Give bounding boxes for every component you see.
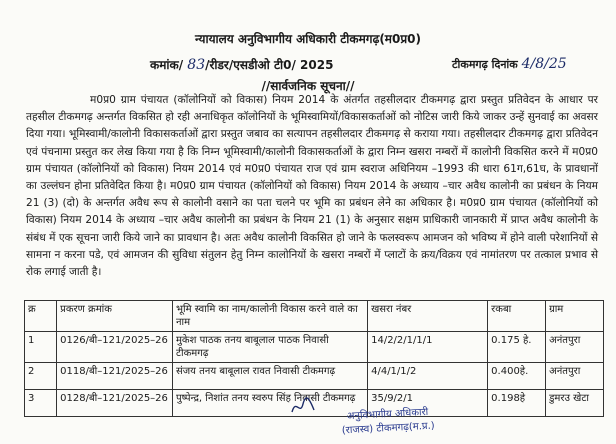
cell-area: 0.175 हे. (488, 332, 546, 363)
header-khasra-number: खसरा नंबर (368, 301, 488, 332)
cell-case-number: 0128/बी–121/2025–26 (57, 390, 173, 417)
reference-number: कमांक/ 83/रीडर/एसडीओ टी0/ 2025 (150, 57, 334, 73)
date-label: टीकमगढ़ दिनांक (452, 58, 518, 71)
court-title: न्यायालय अनुविभागीय अधिकारी टीकमगढ़(म0प्र0) (194, 32, 421, 46)
header-case-number: प्रकरण क्रमांक (57, 301, 173, 332)
cell-khasra-number: 4/4/1/1/2 (368, 363, 488, 390)
cell-serial: 1 (25, 332, 57, 363)
cell-owner-name: मुकेश पाठक तनय बाबूलाल पाठक निवासी टीकमगढ़ (172, 332, 367, 363)
cell-serial: 2 (25, 363, 57, 390)
header-area: रकबा (488, 301, 546, 332)
cell-case-number: 0126/बी–121/2025–26 (57, 332, 173, 363)
seal-line-2: (राजस्व) टीकमगढ़(म.प्र.) (341, 420, 435, 437)
notice-title: //सार्वजनिक सूचना// (261, 79, 355, 93)
header-serial: क्र (25, 301, 57, 332)
signature (290, 396, 316, 422)
cell-serial: 3 (25, 390, 57, 417)
cell-village: डुमरउ खेटा (546, 390, 604, 417)
ref-prefix: कमांक (150, 58, 179, 72)
issue-date (452, 56, 567, 72)
cell-case-number: 0118/बी–121/2025–26 (57, 363, 173, 390)
cell-owner-name: पुष्पेन्द्र, निशांत तनय स्वरुप सिंह निवासी टीकमगढ़ (172, 390, 367, 417)
cell-area: 0.400हे. (488, 363, 546, 390)
cell-area: 0.198हे (488, 390, 546, 417)
header-village: ग्राम (546, 301, 604, 332)
cell-village: अनंतपुरा (546, 363, 604, 390)
ref-suffix: रीडर/एसडीओ टी0/ 2025 (209, 58, 334, 72)
date-value-handwritten: 4/8/25 (521, 56, 567, 72)
table-row (25, 363, 604, 390)
cell-khasra-number: 35/9/2/1 (368, 390, 488, 417)
cell-owner-name: संजय तनय बाबूलाल रावत निवासी टीकमगढ़ (172, 363, 367, 390)
signature-scribble-icon (290, 396, 316, 418)
ref-number-handwritten: 83 (187, 57, 206, 73)
table-header-row (25, 301, 604, 332)
seal-line-1: अनुविभागीय अधिकारी (346, 406, 429, 423)
cell-khasra-number: 14/2/2/1/1/1 (368, 332, 488, 363)
cell-village: अनंतपुरा (546, 332, 604, 363)
table-row (25, 332, 604, 363)
header-owner-name: भूमि स्वामि का नाम/कालोनी विकास करने वाले का नाम (172, 301, 367, 332)
notice-body: म0प्र0 ग्राम पंचायत (कॉलोनियों को विकास) नियम 2014 के अंतर्गत तहसीलदार टीकमगढ़ द्वारा प्रस्तुत प्रतिवेदन के आधार पर तहसील टीकमगढ़ अन्तर्गत विकसित हो रही अनाधिकृत कॉलोनियों के भूमिस्वामियों/विकासकर्ताओं को नोटिस जारी किये जाकर उन्हें सुनवाई का अवसर दिया गया। भूमिस्वामी/कालोनी विकासकर्ताओं द्वारा प्रस्तुत जबाव का सत्यापन तहसीलदार टीकमगढ़ से कराया गया। तहसीलदार टीकमगढ़ द्वारा प्रतिवेदन एवं पंचनामा प्रस्तुत कर लेख किया गया है कि निम्न भूमिस्वामी/कालोनी विकासकर्ताओं के द्वारा निम्न खसरा नम्बरों में कालोनी विकसित करने में म0प्र0 ग्राम पंचायत (कॉलोनियों को विकास) नियम 2014 एवं म0प्र0 पंचायत राज एवं ग्राम स्वराज अधिनियम –1993 की धारा 61ग,61घ, के प्रावधानों का उल्लंघन होना प्रतिवेदित किया है। म0प्र0 ग्राम पंचायत (कॉलोनियों को विकास) नियम 2014 के अध्याय –चार अवैध कालोनी का प्रबंधन के नियम 21 (3) (दो) के अन्तर्गत अवैध रूप से कालोनी वसाने का पता चलने पर भूमि का प्रबंधन लेने का अधिकार है। म0प्र0 ग्राम पंचायत (कॉलोनियों को विकास) नियम 2014 के अध्याय –चार अवैध कालोनी का प्रबंधन के नियम 21 (1) के अनुसार सक्षम प्राधिकारी जानकारी में प्राप्त अवैध कालोनी के संबंध में एक सूचना जारी किये जाने का प्रावधान है। अतः अवैध कालोनी विकसित हो जाने के फलस्वरूप आमजन को भविष्य में होने वाली परेशानियों से सामना न करना पडे, एवं आमजन की सुविधा संतुलन हेतु निम्न कालोनियों के खसरा नम्बरों में प्लाटों के क्रय/विक्रय एवं नामांतरण पर तत्काल प्रभाव से रोक लगाई जाती है। (26, 94, 598, 279)
official-seal (317, 404, 458, 441)
